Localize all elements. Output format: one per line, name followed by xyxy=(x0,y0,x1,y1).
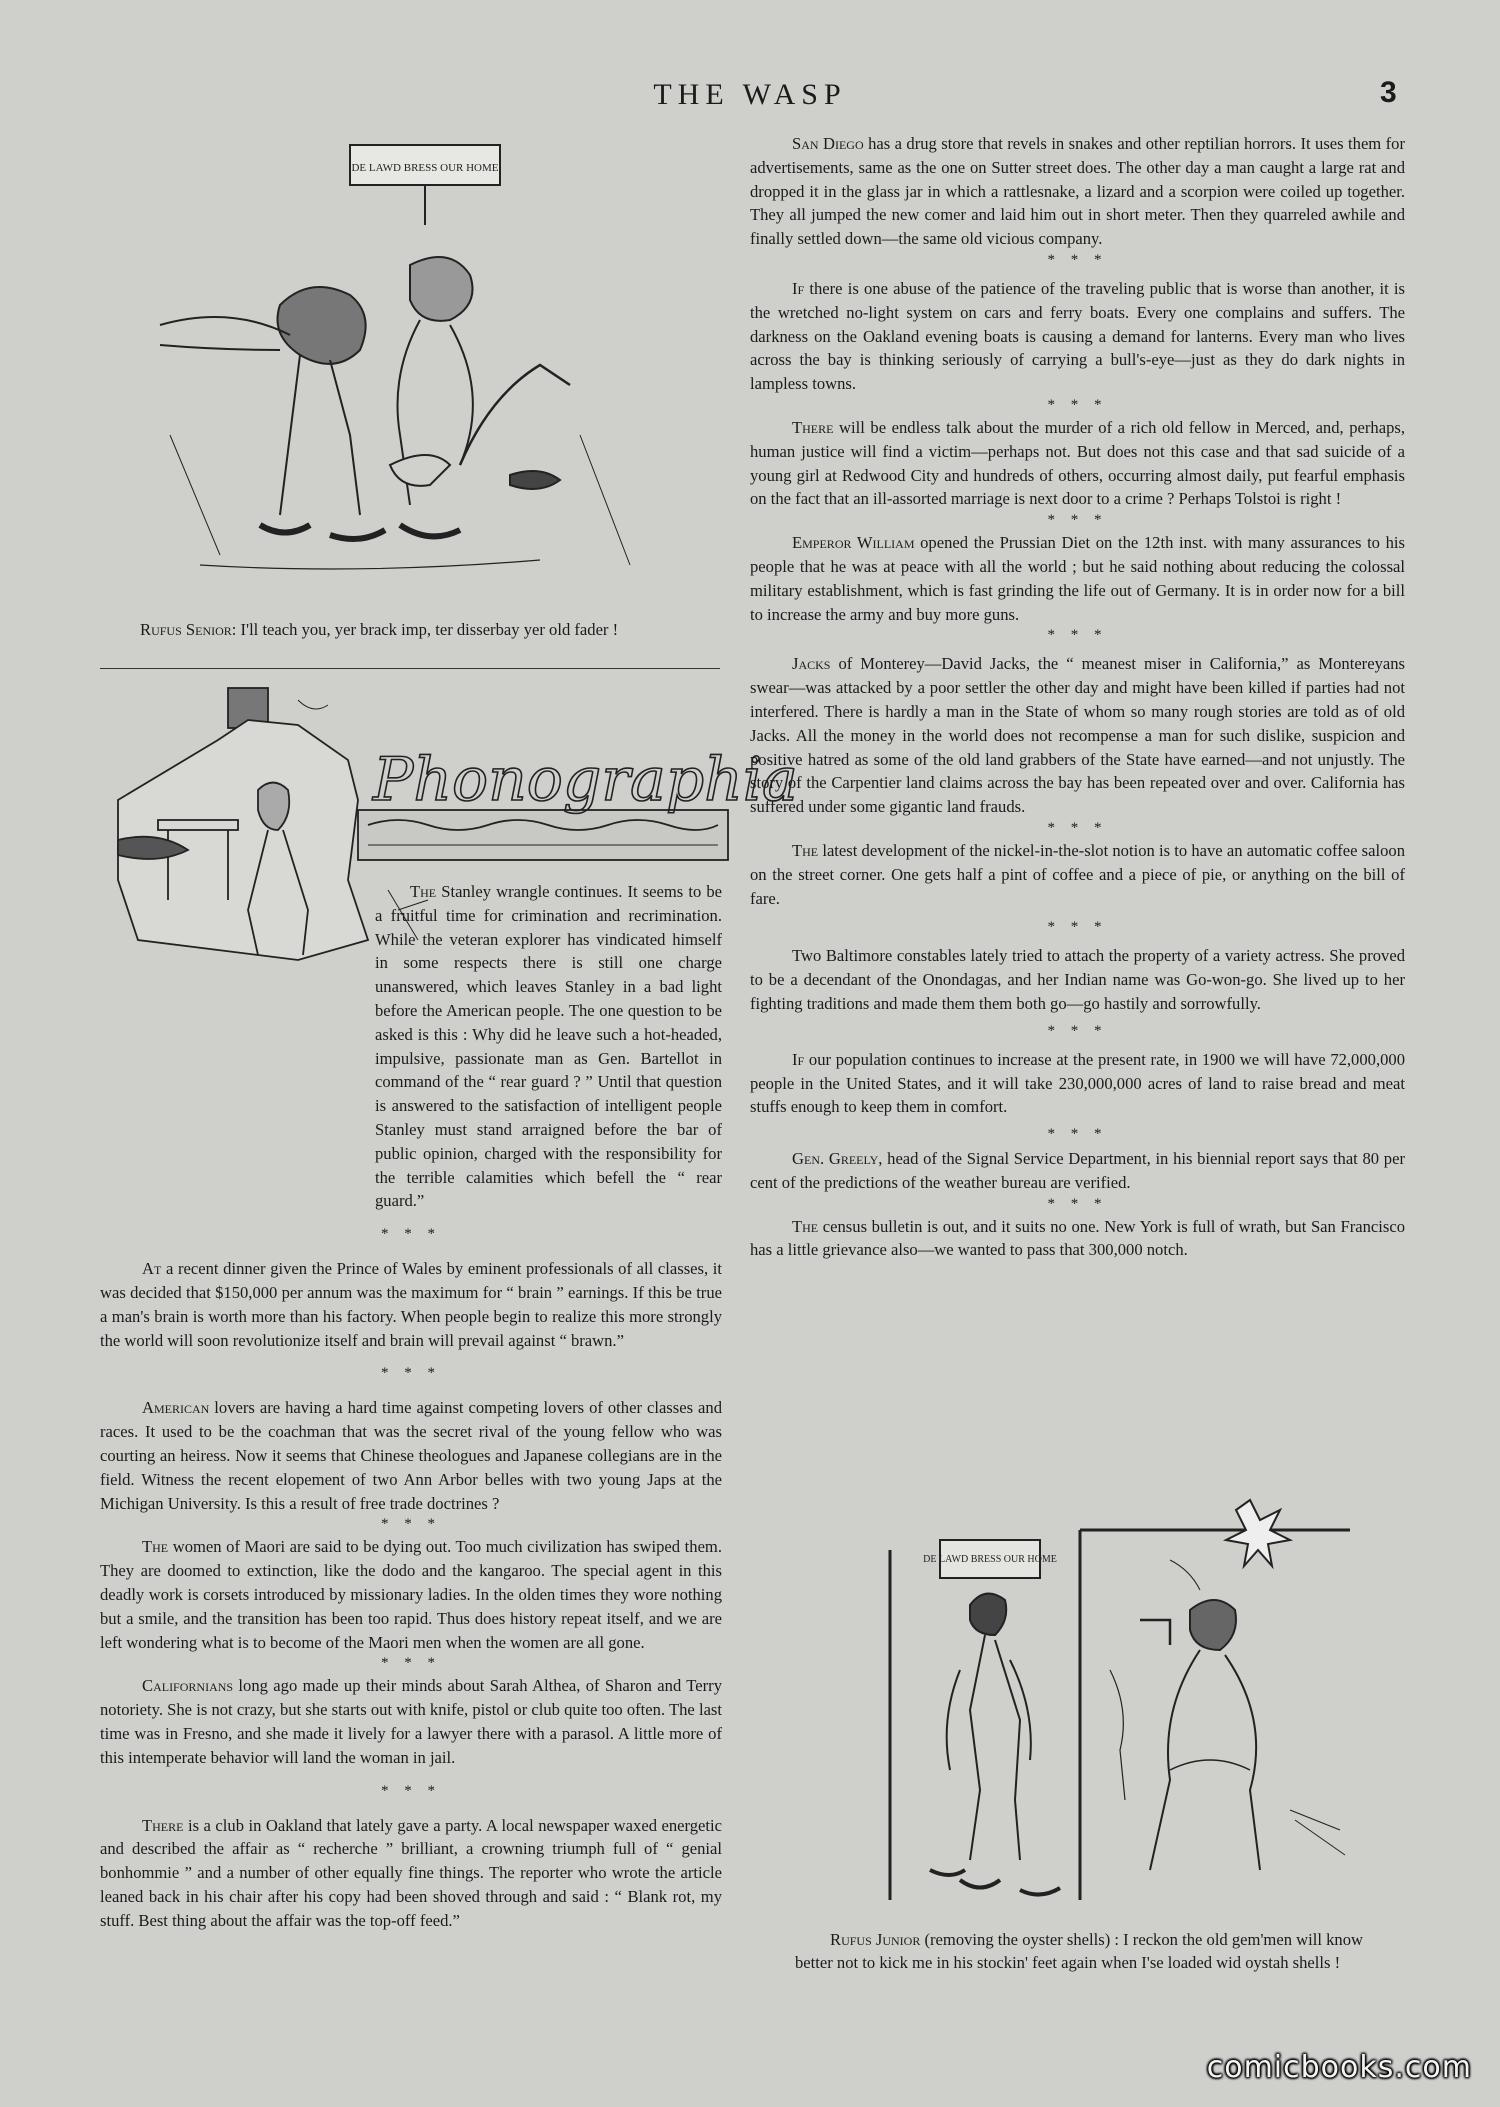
section-title: Phonographia xyxy=(373,745,798,815)
caption-bottom-speaker: Rufus Junior xyxy=(830,1930,921,1949)
article-stanley: The Stanley wrangle continues. It seems to be a fruitful time for crimination and recrimination. While the veteran explorer has vindicated himself in some respects there is still one charge unanswered, which leaves Stanley in a bad light before the American people. The one question to be asked is this : Why did he leave such a hot-headed, impulsive, passionate man as Gen. Bartellot in command of the “ rear guard ? ” Until that question is answered to the satisfaction of intelligent people Stanley must stand arraigned before the bar of public opinion, charged with the responsibility for the terrible calamities which befell the “ rear guard.” xyxy=(375,882,722,1211)
article-coffee: The latest development of the nickel-in-the-slot notion is to have an automatic coffee saloon on the street corner. One gets half a pint of coffee and a piece of pie, or anything on the bill of fare. xyxy=(750,840,1405,908)
separator-stars: * * * xyxy=(1047,1126,1108,1143)
separator-stars: * * * xyxy=(1047,1022,1108,1039)
separator-stars: * * * xyxy=(1047,819,1108,836)
caption-top-speaker: Rufus Senior xyxy=(140,620,232,639)
separator-stars: * * * xyxy=(381,1782,441,1799)
cartoon-rufus-junior xyxy=(870,1470,1370,1910)
article-greely: Gen. Greely, head of the Signal Service Department, in his biennial report says that 80 per cent of the predictions of the weather bureau are verified. xyxy=(750,1149,1405,1192)
article-prince-of-wales: At a recent dinner given the Prince of Wales by eminent professionals of all classes, it was decided that $150,000 per annum was the maximum for “ brain ” earnings. If this be true a man's brain is worth more than his factory. When people begin to realize this more strongly the world will soon revolutionize itself and brain will prevail against “ brawn.” xyxy=(100,1259,722,1350)
caption-top xyxy=(140,618,720,641)
separator-stars: * * * xyxy=(381,1655,441,1672)
page-number: 3 xyxy=(1380,76,1397,109)
article-baltimore: Two Baltimore constables lately tried to attach the property of a variety actress. She proved to be a decendant of the Onondagas, and her Indian name was Go-won-go. She lived up to her fighting traditions and made them them both go—go hastily and sorrowfully. xyxy=(750,946,1405,1013)
caption-top-text: : I'll teach you, yer brack imp, ter disserbay yer old fader ! xyxy=(231,620,619,639)
article-maori: The women of Maori are said to be dying out. Too much civilization has swiped them. They are doomed to extinction, like the dodo and the kangaroo. The special agent in this deadly work is corsets introduced by missionary ladies. In the olden times they wore nothing but a smile, and the transition has been too rapid. Thus does history repeat itself, and we are left wondering what is to become of the Maori men when the women are all gone. xyxy=(100,1537,722,1652)
article-census: The census bulletin is out, and it suits no one. New York is full of wrath, but San Francisco has a little grievance also—we wanted to pass that 300,000 notch. xyxy=(750,1216,1405,1260)
separator-stars: * * * xyxy=(1047,919,1108,936)
article-population: If our population continues to increase at the present rate, in 1900 we will have 72,000,000 people in the United States, and it will take 230,000,000 acres of land to raise bread and meat stuffs enough to keep them in comfort. xyxy=(750,1049,1405,1117)
cartoon-rufus-senior-kicking xyxy=(160,135,650,605)
caption-bottom xyxy=(795,1928,1395,1974)
separator-stars: * * * xyxy=(1047,251,1108,268)
separator-stars: * * * xyxy=(1047,396,1108,413)
masthead: THE WASP xyxy=(653,78,847,111)
separator-stars: * * * xyxy=(381,1226,441,1243)
cartoon-sign-top: DE LAWD BRESS OUR HOME xyxy=(351,162,499,174)
separator-stars: * * * xyxy=(1047,512,1108,529)
watermark-logo: comicbooks.com xyxy=(1206,2050,1472,2085)
right-column xyxy=(750,132,1405,1262)
article-merced: There will be endless talk about the murder of a rich old fellow in Merced, and, perhaps, human justice will find a victim—perhaps not. But does not this case and that sad suicide of a young girl at Redwood City and hundreds of others, occurring almost daily, put fearful emphasis on the fact that an ill-assorted marriage is next door to a crime ? Perhaps Tolstoi is right ! xyxy=(750,417,1405,509)
divider xyxy=(100,668,720,669)
article-jacks: Jacks of Monterey—David Jacks, the “ meanest miser in California,” as Montereyans swear—was attacked by a poor settler the other day and might have been killed if parties had not interfered. There is hardly a man in the State of whom so many rough stories are told as of old Jacks. All the money in the world does not recompense a man for such dislike, suspicion and positive hatred as some of the old land grabbers of the State have earned—and not unjustly. The story of the Carpentier land claims across the bay has been repeated over and over. California has suffered under some gigantic land frauds. xyxy=(750,654,1405,817)
article-american-lovers: American lovers are having a hard time against competing lovers of other classes and races. It used to be the coachman that was the secret rival of the young fellow who was courting an heiress. Now it seems that Chinese theologues and Japanese collegians are in the field. Witness the recent elopement of two Ann Arbor belles with two young Japs at the Michigan University. Is this a result of free trade doctrines ? xyxy=(100,1398,722,1513)
left-column xyxy=(100,880,722,1932)
article-californians: Californians long ago made up their minds about Sarah Althea, of Sharon and Terry notoriety. She is not crazy, but she starts out with knife, pistol or club quite too often. The last time was in Fresno, and she made it lively for a lawyer there with a parasol. A little more of this intemperate behavior will land the woman in jail. xyxy=(100,1676,722,1767)
caption-bottom-text: (removing the oyster shells) : I reckon the old gem'men will know better not to kick me in his stockin' feet again when I'se loaded wid oystah shells ! xyxy=(795,1930,1363,1972)
separator-stars: * * * xyxy=(381,1516,441,1533)
article-san-diego: San Diego has a drug store that revels in snakes and other reptilian horrors. It uses them for advertisements, same as the one on Sutter street does. The other day a man caught a large rat and dropped it in the glass jar in which a rattlesnake, a lizard and a scorpion were coiled up together. They all jumped the new comer and laid him out in short meter. Then they quarreled awhile and finally settled down—the same old vicious company. xyxy=(750,134,1405,249)
article-oakland-club: There is a club in Oakland that lately gave a party. A local newspaper waxed energetic and described the affair as “ recherche ” brilliant, a crowning triumph full of “ genial bonhommie ” and a number of other equally fine things. The reporter who wrote the article leaned back in his chair after his copy had been shoved through and said : “ Blank rot, my stuff. Best thing about the affair was the top-off feed.” xyxy=(100,1815,722,1930)
cartoon-sign-bottom: DE LAWD BRESS OUR HOME xyxy=(923,1554,1057,1565)
separator-stars: * * * xyxy=(1047,1195,1108,1212)
separator-stars: * * * xyxy=(1047,627,1108,644)
article-no-light: If there is one abuse of the patience of the traveling public that is worse than another, it is the wretched no-light system on cars and ferry boats. Every one complains and suffers. The darkness on the Oakland evening boats is causing a demand for lanterns. Every man who lives across the bay is thinking seriously of carrying a bull's-eye—just as they do dark nights in lampless towns. xyxy=(750,278,1405,394)
separator-stars: * * * xyxy=(381,1365,441,1382)
article-emperor-william: Emperor William opened the Prussian Diet on the 12th inst. with many assurances to his people that he was at peace with all the world ; but he said nothing about reducing the colossal military establishment, which is fast grinding the life out of Germany. It is in order now for a bill to increase the army and buy more guns. xyxy=(750,533,1405,624)
